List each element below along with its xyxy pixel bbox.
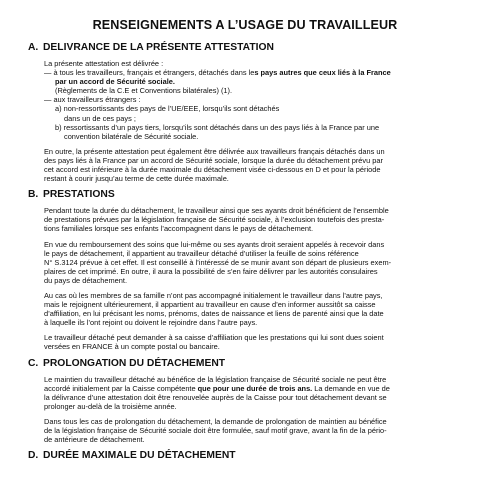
text-line: a) non-ressortissants des pays de l’UE/EEE, lorsqu’ils sont détachés: [55, 104, 280, 114]
text-line: le pays de détachement, il appartient au travailleur détaché d’utiliser la feuille de soins référence: [44, 248, 359, 258]
section-heading-text: PROLONGATION DU DÉTACHEMENT: [43, 357, 226, 369]
text-line: des pays liés à la France par un accord de Sécurité sociale, lorsque la durée du détachement prévu par: [44, 155, 383, 165]
bold-text: s pays autres que ceux liés à la France: [254, 68, 391, 78]
text-line: [44, 77, 456, 86]
text-line: du pays de détachement.: [44, 275, 127, 285]
text-line: cet accord est inférieure à la durée maximale du détachement visée ci-dessous en D et pour la période: [44, 165, 381, 175]
text-line: tions familiales lorsque ses enfants l’accompagnent dans le pays de détachement.: [44, 224, 314, 234]
bold-text: par un accord de Sécurité sociale.: [55, 77, 175, 87]
text-line: d’affiliation, en lui précisant les noms, prénoms, dates de naissance et liens de parenté ainsi que la date: [44, 309, 384, 319]
section-c-heading: [28, 358, 456, 369]
text-line: [44, 68, 456, 77]
text-line: la délivrance d’une attestation doit être renouvelée auprès de la Caisse pour tout détachement devant se: [44, 392, 387, 402]
text-line: prolonger au-delà de la troisième année.: [44, 401, 177, 411]
section-c: [28, 357, 456, 445]
text-line: plaires de cet imprimé. En outre, il aura la possibilité de s’en faire délivrer par les autorités consulaires: [44, 266, 378, 276]
paragraph: [44, 375, 456, 411]
text-line: convention bilatérale de Sécurité sociale.: [64, 131, 199, 141]
text-line: La présente attestation est délivrée :: [44, 59, 164, 68]
section-a-heading: [28, 42, 456, 53]
document-title: RENSEIGNEMENTS A L’USAGE DU TRAVAILLEUR: [92, 18, 398, 32]
section-d: [28, 450, 456, 462]
section-heading-text: DELIVRANCE DE LA PRÉSENTE ATTESTATION: [43, 42, 274, 53]
section-d-heading: [28, 450, 456, 461]
text-line: Le maintien du travailleur détaché au bénéfice de la législation française de Sécurité sociale ne peut être: [44, 374, 387, 384]
paragraph: [44, 417, 456, 444]
text-line: de la législation française de Sécurité sociale doit être formulée, sauf motif grave, avant la fin de la pério-: [44, 426, 387, 435]
text-line: de prestations prévues par la législation française de Sécurité sociale, à l’exclusion toutefois des presta-: [44, 215, 385, 225]
section-letter: C.: [28, 357, 39, 369]
section-letter: A.: [28, 42, 39, 53]
text-line: à laquelle ils l’ont rejoint ou doivent le rejoindre dans l’autre pays.: [44, 318, 258, 328]
text-line: En vue du remboursement des soins que lui-même ou ses ayants droit seraient appelés à recevoir dans: [44, 239, 385, 249]
section-letter: D.: [28, 450, 39, 462]
section-heading-text: DURÉE MAXIMALE DU DÉTACHEMENT: [43, 450, 236, 462]
text-run: accordé initialement par la Caisse compétente: [44, 383, 198, 393]
text-line: (Règlements de la C.E et Conventions bilatérales) (1).: [55, 86, 233, 96]
section-b: [28, 189, 456, 352]
text-line: [44, 384, 456, 393]
section-c-body: [34, 375, 456, 445]
bold-text: que pour une durée de trois ans.: [197, 383, 313, 393]
section-heading-text: PRESTATIONS: [43, 189, 115, 201]
section-a: [28, 42, 456, 184]
text-run: La demande en vue de: [312, 383, 390, 393]
text-line: Le travailleur détaché peut demander à sa caisse d’affiliation que les prestations qui lui sont dues soient: [44, 333, 384, 343]
text-line: mais le rejoignent ultérieurement, il appartient au travailleur en cause d’en informer aussitôt sa caisse: [44, 300, 376, 310]
text-line: Au cas où les membres de sa famille n’ont pas accompagné initialement le travailleur dans l’autre pays,: [44, 290, 383, 300]
text-line: dans un de ces pays ;: [64, 113, 136, 123]
paragraph: [44, 291, 456, 327]
text-line: Dans tous les cas de prolongation du détachement, la demande de prolongation de maintien au bénéfice: [44, 416, 387, 426]
text-line: de antérieure de détachement.: [44, 435, 145, 445]
section-a-body: [34, 59, 456, 183]
text-line: — aux travailleurs étrangers :: [44, 95, 141, 105]
text-line: En outre, la présente attestation peut également être délivrée aux travailleurs français détachés dans un: [44, 146, 385, 156]
section-letter: B.: [28, 189, 39, 201]
paragraph: [44, 240, 456, 285]
section-b-heading: [28, 189, 456, 200]
section-b-body: [34, 206, 456, 351]
text-line: versées en FRANCE à un compte postal ou bancaire.: [44, 342, 220, 352]
text-line: restant à courir jusqu’au terme de cette durée maximale.: [44, 174, 229, 184]
paragraph: [44, 147, 456, 183]
text-run: — à tous les travailleurs, français et étrangers, détachés dans le: [44, 68, 255, 78]
paragraph: [44, 59, 456, 141]
paragraph: [44, 206, 456, 233]
text-line: b) ressortissants d’un pays tiers, lorsqu’ils sont détachés dans un des pays liés à la France par une: [55, 122, 380, 132]
text-line: N° S.3124 prévue à cet effet. Il est conseillé à l’intéressé de se munir avant son départ de plusieurs exem-: [44, 257, 392, 267]
text-line: Pendant toute la durée du détachement, le travailleur ainsi que ses ayants droit bénéficient de l’ensemble: [44, 206, 389, 216]
paragraph: [44, 333, 456, 351]
